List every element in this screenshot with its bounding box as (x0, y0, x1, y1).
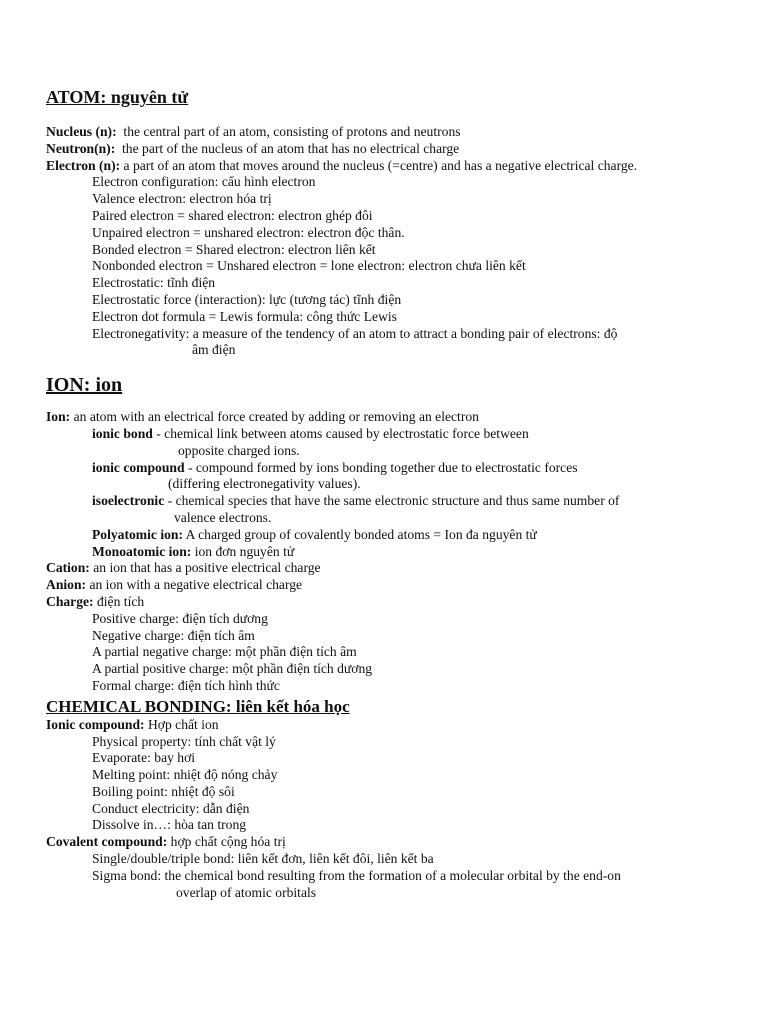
atom-item: Electrostatic force (interaction): lực (tương tác) tĩnh điện (92, 291, 402, 307)
ion-def: an atom with an electrical force created by adding or removing an electron (73, 409, 479, 425)
charge-item: Negative charge: điện tích âm (92, 627, 255, 643)
ionic-compound-definition (46, 460, 726, 477)
bond-types-line: Single/double/triple bond: liên kết đơn, liên kết đôi, liên kết ba (92, 851, 434, 867)
atom-item: Paired electron = shared electron: electron ghép đôi (92, 207, 373, 223)
atom-item: Electron dot formula = Lewis formula: công thức Lewis (92, 308, 397, 324)
nucleus-term: Nucleus (n): (46, 124, 117, 139)
cation-definition (46, 560, 726, 577)
bonding-heading: CHEMICAL BONDING: liên kết hóa học (46, 696, 350, 716)
polyatomic-definition (46, 527, 726, 544)
atom-item: Electrostatic: tĩnh điện (92, 275, 216, 291)
electronegativity-line-cont: âm điện (192, 342, 236, 358)
polyatomic-term: Polyatomic ion: (92, 526, 183, 542)
covalent-compound-entry (46, 834, 726, 851)
ion-definition (46, 409, 726, 426)
ionic-compound-entry (46, 717, 726, 734)
ion-heading: ION: ion (46, 374, 123, 397)
covalent-term: Covalent compound: (46, 834, 168, 850)
neutron-definition (46, 141, 726, 158)
ionic-property-item: Melting point: nhiệt độ nóng chảy (92, 767, 278, 783)
ionic-bond-def: - chemical link between atoms caused by electrostatic force between (156, 425, 529, 441)
charge-def: điện tích (96, 593, 145, 609)
electron-definition (46, 158, 726, 175)
isoelectronic-def: - chemical species that have the same electronic structure and thus same number of (167, 493, 620, 509)
ionic-property-item: Boiling point: nhiệt độ sôi (92, 783, 235, 799)
sigma-bond-line-cont: overlap of atomic orbitals (176, 884, 317, 900)
charge-item: Positive charge: điện tích dương (92, 610, 268, 626)
ionic-bond-definition (46, 426, 726, 443)
polyatomic-def: A charged group of covalently bonded atoms = Ion đa nguyên tử (185, 526, 537, 542)
ionic-property-item: Physical property: tính chất vật lý (92, 733, 276, 749)
ionic-bond-term: ionic bond (92, 425, 153, 441)
electronegativity-line: Electronegativity: a measure of the tendency of an atom to attract a bonding pair of electrons: độ (92, 325, 618, 341)
ionic-compound-def-cont: (differing electronegativity values). (168, 476, 361, 492)
monoatomic-term: Monoatomic ion: (92, 543, 192, 559)
ionic-compound-term: ionic compound (92, 459, 185, 475)
electron-term: Electron (n): (46, 157, 121, 173)
charge-item: Formal charge: điện tích hình thức (92, 677, 280, 693)
charge-definition (46, 594, 726, 611)
cation-term: Cation: (46, 560, 90, 576)
electron-def: a part of an atom that moves around the nucleus (=centre) and has a negative electrical charge. (123, 157, 638, 173)
isoelectronic-def-cont: valence electrons. (174, 509, 272, 525)
charge-term: Charge: (46, 593, 94, 609)
charge-item: A partial negative charge: một phần điện tích âm (92, 644, 357, 660)
neutron-def: the part of the nucleus of an atom that has no electrical charge (122, 140, 460, 156)
ion-term: Ion: (46, 409, 71, 425)
bonding-ionic-term: Ionic compound: (46, 716, 145, 732)
anion-definition (46, 577, 726, 594)
ionic-compound-def: - compound formed by ions bonding together due to electrostatic forces (187, 459, 578, 475)
anion-def: an ion with a negative electrical charge (89, 577, 303, 593)
cation-def: an ion that has a positive electrical charge (93, 560, 321, 576)
monoatomic-def: ion đơn nguyên tử (194, 543, 295, 559)
atom-item: Bonded electron = Shared electron: electron liên kết (92, 241, 376, 257)
atom-item: Nonbonded electron = Unshared electron = lone electron: electron chưa liên kết (92, 258, 526, 274)
charge-item: A partial positive charge: một phần điện tích dương (92, 661, 373, 677)
neutron-term: Neutron(n): (46, 140, 116, 156)
nucleus-def: the central part of an atom, consisting of protons and neutrons (123, 124, 461, 139)
ionic-bond-def-cont: opposite charged ions. (178, 442, 300, 458)
isoelectronic-definition (46, 493, 726, 510)
sigma-bond-line: Sigma bond: the chemical bond resulting from the formation of a molecular orbital by the end-on (92, 867, 621, 883)
monoatomic-definition (46, 544, 726, 561)
atom-item: Unpaired electron = unshared electron: electron độc thân. (92, 224, 405, 240)
ionic-property-item: Conduct electricity: dẫn điện (92, 800, 250, 816)
atom-heading: ATOM: nguyên tử (46, 87, 189, 107)
atom-item: Electron configuration: cấu hình electron (92, 174, 316, 190)
ionic-property-item: Dissolve in…: hòa tan trong (92, 817, 247, 833)
ionic-property-item: Evaporate: bay hơi (92, 750, 196, 766)
nucleus-definition (46, 124, 726, 141)
document-page (46, 86, 726, 901)
isoelectronic-term: isoelectronic (92, 493, 165, 509)
bonding-ionic-def: Hợp chất ion (147, 716, 219, 732)
anion-term: Anion: (46, 577, 87, 593)
atom-item: Valence electron: electron hóa trị (92, 191, 272, 207)
covalent-def: hợp chất cộng hóa trị (170, 834, 286, 850)
